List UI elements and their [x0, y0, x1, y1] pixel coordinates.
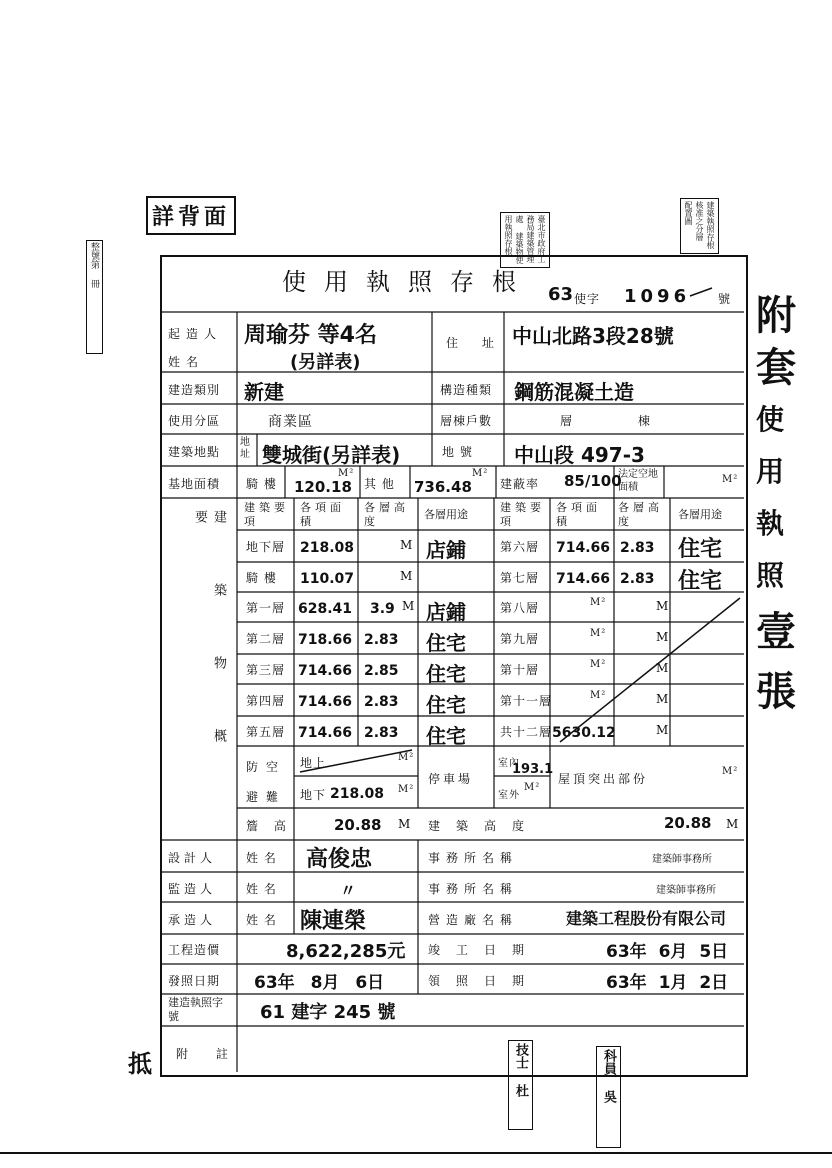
floor-name: 第三層 [246, 663, 286, 677]
floor-area: 718.66 [298, 632, 353, 648]
building-height-label: 建築高度 [428, 819, 541, 833]
receive-label: 領照日期 [428, 974, 541, 988]
permit-suffix: 號 [718, 292, 732, 306]
area-unit: M² [590, 628, 607, 639]
contractor-name: 陳連榮 [300, 909, 367, 934]
floor-use: 住宅 [678, 569, 723, 594]
completion-value: 63年 6月 5日 [606, 942, 729, 962]
building-category: 新建 [244, 380, 284, 404]
floor-height: 2.83 [364, 632, 399, 648]
permit-number: 1096 [624, 286, 691, 307]
shelter-above-unit: M² [398, 752, 415, 763]
designer-label: 設計人 [168, 851, 217, 865]
floor-name: 第八層 [500, 601, 540, 615]
parking-outside: 室外 [498, 790, 520, 801]
floor-use: 住宅 [426, 693, 466, 717]
col-area-right: 各項面積 [556, 501, 601, 528]
bottom-stamp-2: 科員 吳 [596, 1046, 621, 1148]
right-margin-char: 執 [756, 507, 785, 540]
permit-type: 使字 [574, 292, 601, 306]
col-use-right: 各層用途 [678, 508, 722, 521]
legal-space-unit: M² [722, 474, 739, 485]
contractor-name-label: 姓 名 [246, 913, 277, 927]
floors-label: 層棟戶數 [440, 414, 493, 428]
height-unit: M [656, 661, 670, 675]
issue-label: 發照日期 [168, 974, 221, 988]
header-tag: 詳背面 [146, 196, 236, 235]
col-height-left: 各層高度 [364, 501, 409, 528]
bottom-stamp-1: 技士 杜 [508, 1040, 533, 1130]
floor-use: 住宅 [426, 631, 466, 655]
floor-use: 住宅 [426, 724, 466, 748]
parking-label: 停車場 [428, 772, 474, 786]
area-unit: M² [590, 659, 607, 670]
floor-height: 2.85 [364, 663, 399, 679]
floor-area: 110.07 [300, 571, 355, 587]
cost-value: 8,622,285元 [286, 941, 406, 962]
page-bottom-line [0, 1152, 832, 1154]
address-value: 中山北路3段28號 [512, 324, 674, 348]
other-label: 其 他 [364, 477, 395, 491]
contractor-label: 承造人 [168, 913, 217, 927]
other-value: 736.48 [414, 478, 472, 496]
area-unit: M² [590, 597, 607, 608]
structure-label: 構造種類 [440, 383, 493, 397]
height-unit: M [656, 692, 670, 706]
arcade-unit: M² [338, 468, 355, 479]
floor-name: 第九層 [500, 632, 540, 646]
coverage-label: 建蔽率 [500, 477, 540, 491]
col-items-right: 建築要項 [500, 501, 545, 528]
shelter-above: 地上 [300, 756, 327, 770]
lot-value: 中山段 497-3 [514, 443, 645, 467]
area-label: 基地面積 [168, 477, 221, 491]
floor-name: 第一層 [246, 601, 286, 615]
col-items-left: 建築要項 [244, 501, 289, 528]
zone-label: 使用分區 [168, 414, 221, 428]
floors-value: 層 棟 [560, 414, 651, 428]
supervisor-office: 建築師事務所 [656, 885, 716, 896]
contractor-firm: 建築工程股份有限公司 [566, 909, 727, 928]
builder-label: 起造人 姓名 [168, 327, 223, 369]
cost-label: 工程造價 [168, 943, 221, 957]
permit-label: 建造執照字號 [168, 996, 223, 1023]
floor-area: 218.08 [300, 540, 355, 556]
eaves-value: 20.88 [334, 816, 382, 834]
col-use-left: 各層用途 [424, 508, 468, 521]
right-margin-char: 套 [756, 345, 796, 391]
designer-name: 高俊忠 [306, 847, 373, 872]
building-height-unit: M [726, 817, 740, 831]
builder-name: 周瑜芬 等4名 [244, 323, 377, 348]
zone-value: 商業區 [268, 414, 313, 430]
issue-value: 63年 8月 6日 [254, 973, 385, 993]
col-area-left: 各項面積 [300, 501, 345, 528]
address-label: 住 址 [446, 336, 504, 350]
floor-area: 714.66 [298, 694, 353, 710]
supervisor-label: 監造人 [168, 882, 217, 896]
shelter-label: 防空避難 [246, 760, 287, 804]
supervisor-name: 〃 [340, 881, 357, 900]
floor-name: 第五層 [246, 725, 286, 739]
floor-height: 2.83 [620, 540, 655, 556]
floor-height: 2.83 [620, 571, 655, 587]
height-unit: M [656, 599, 670, 613]
floor-use: 住宅 [426, 662, 466, 686]
floor-area: 714.66 [298, 725, 353, 741]
designer-name-label: 姓 名 [246, 851, 277, 865]
shelter-below-value: 218.08 [330, 786, 385, 802]
designer-office: 建築師事務所 [652, 854, 712, 865]
right-margin-notes [756, 290, 816, 722]
notes-margin-mark: 抵 [128, 1050, 152, 1078]
other-unit: M² [472, 468, 489, 479]
floor-use: 店鋪 [426, 600, 466, 624]
designer-office-label: 事務所名稱 [428, 851, 519, 865]
eaves-label: 簷 高 [246, 819, 292, 833]
floor-name: 第六層 [500, 540, 540, 554]
height-unit: M [656, 630, 670, 644]
permit-value: 61 建字 245 號 [260, 1002, 396, 1023]
floor-area: 714.66 [298, 663, 353, 679]
structure-value: 鋼筋混凝土造 [514, 380, 634, 404]
right-margin-char: 張 [756, 669, 796, 715]
floor-height: 3.9 [370, 601, 395, 617]
builder-note: (另詳表) [290, 352, 361, 373]
floor-area: 628.41 [298, 601, 353, 617]
arcade-value: 120.18 [294, 478, 352, 496]
building-summary-label: 建築物概要 [192, 510, 226, 802]
floor-name: 第七層 [500, 571, 540, 585]
floor-name: 騎 樓 [246, 571, 277, 585]
arcade-label: 騎 樓 [246, 477, 277, 491]
form-title: 使用執照存根 [282, 268, 534, 296]
site-value: 雙城街(另詳表) [262, 443, 401, 467]
eaves-unit: M [398, 817, 412, 831]
floor-name: 第十一層 [500, 694, 553, 708]
completion-label: 竣工日期 [428, 943, 541, 957]
lot-label: 地 號 [442, 445, 473, 459]
floor-name: 地下層 [246, 540, 286, 554]
site-label: 建築地點 [168, 445, 221, 459]
right-margin-char: 壹 [756, 609, 796, 655]
floor-height: 2.83 [364, 725, 399, 741]
building-height-value: 20.88 [664, 814, 712, 832]
permit-year: 63 [548, 284, 574, 305]
area-unit: M² [590, 690, 607, 701]
height-unit: M [656, 723, 670, 737]
parking-inside: 室內 [498, 758, 520, 769]
top-right-stamp-left: 臺北市政府工務局建築管理處 建築物使用執照存根 [500, 212, 550, 268]
unit: M [400, 569, 414, 583]
col-height-right: 各層高度 [618, 501, 663, 528]
roof-unit: M² [722, 766, 739, 777]
right-margin-char: 使 [756, 403, 785, 436]
site-sub-label: 地址 [240, 437, 250, 460]
floor-use: 店鋪 [426, 538, 466, 562]
floor-area: 714.66 [556, 571, 611, 587]
supervisor-office-label: 事務所名稱 [428, 882, 519, 896]
left-margin-stamp: 整號第 冊 [86, 240, 103, 354]
right-margin-char: 附 [756, 293, 796, 339]
floor-name: 第四層 [246, 694, 286, 708]
coverage-value: 85/100 [564, 472, 622, 490]
floor-area: 5630.12 [552, 725, 616, 741]
roof-label: 屋頂突出部份 [558, 772, 649, 786]
unit: M [400, 538, 414, 552]
parking-inside-value: 193.1 [512, 762, 554, 777]
supervisor-name-label: 姓 名 [246, 882, 277, 896]
legal-space-label: 法定空地面積 [618, 469, 658, 493]
shelter-below: 地下 [300, 788, 327, 802]
shelter-below-unit: M² [398, 784, 415, 795]
notes-label: 附 註 [176, 1047, 240, 1061]
floor-name: 共十二層 [500, 725, 553, 739]
right-margin-char: 用 [756, 455, 785, 488]
unit: M [402, 599, 416, 613]
floor-name: 第十層 [500, 663, 540, 677]
building-category-label: 建造類別 [168, 383, 221, 397]
parking-outside-unit: M² [524, 782, 541, 793]
receive-value: 63年 1月 2日 [606, 973, 729, 993]
floor-name: 第二層 [246, 632, 286, 646]
contractor-firm-label: 營造廠名稱 [428, 913, 519, 927]
top-right-stamp-right: 建築執照存根 核准之分層 配置圖 [680, 198, 719, 254]
floor-height: 2.83 [364, 694, 399, 710]
floor-use: 住宅 [678, 537, 723, 562]
floor-area: 714.66 [556, 540, 611, 556]
right-margin-char: 照 [756, 559, 785, 592]
